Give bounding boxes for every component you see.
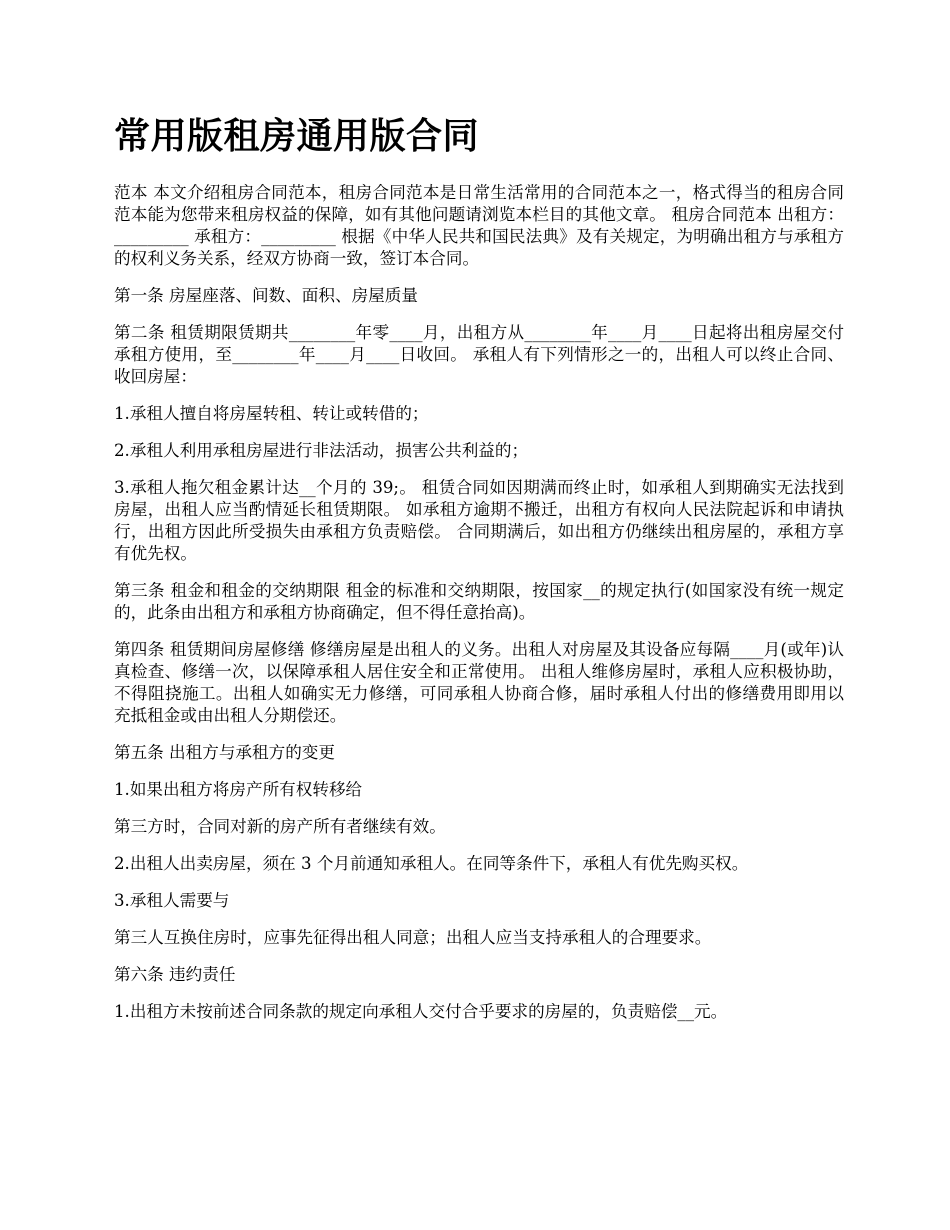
document-page: [114, 108, 844, 1038]
article-5-item-3-cont: 第三人互换住房时，应事先征得出租人同意；出租人应当支持承租人的合理要求。: [114, 928, 712, 947]
article-5-heading: 第五条 出租方与承租方的变更: [114, 743, 335, 762]
article-5-item-1-cont: 第三方时，合同对新的房产所有者继续有效。: [114, 817, 446, 836]
article-2-paragraph: 第二条 租赁期限赁期共________年零____月，出租方从________年____月____日起将出租房屋交付承租方使用，至________年____月____日收回。 承租人有下列情形之一的，出租人可以终止合同、收回房屋：: [114, 323, 844, 386]
article-1-heading: 第一条 房屋座落、间数、面积、房屋质量: [114, 286, 418, 305]
article-3-paragraph: 第三条 租金和租金的交纳期限 租金的标准和交纳期限，按国家__的规定执行(如国家没有统一规定的，此条由出租方和承租方协商确定，但不得任意抬高)。: [114, 581, 844, 622]
article-4-paragraph: 第四条 租赁期间房屋修缮 修缮房屋是出租人的义务。出租人对房屋及其设备应每隔____月(或年)认真检查、修缮一次，以保障承租人居住安全和正常使用。 出租人维修房屋时，承租人应积极协助，不得阻挠施工。出租人如确实无力修缮，可同承租人协商合修，届时承租人付出的修缮费用即用以充抵租金或由出租人分期偿还。: [114, 640, 844, 725]
termination-item-1: 1.承租人擅自将房屋转租、转让或转借的；: [114, 404, 429, 423]
article-5-item-1: 1.如果出租方将房产所有权转移给: [114, 780, 363, 799]
document-title: 常用版租房通用版合同: [114, 116, 480, 157]
termination-item-2: 2.承租人利用承租房屋进行非法活动，损害公共利益的；: [114, 441, 529, 460]
article-6-item-1: 1.出租方未按前述合同条款的规定向承租人交付合乎要求的房屋的，负责赔偿__元。: [114, 1002, 728, 1021]
article-5-item-2: 2.出租人出卖房屋，须在 3 个月前通知承租人。在同等条件下，承租人有优先购买权。: [114, 854, 749, 873]
intro-paragraph: 范本 本文介绍租房合同范本，租房合同范本是日常生活常用的合同范本之一，格式得当的租房合同范本能为您带来租房权益的保障，如有其他问题请浏览本栏目的其他文章。 租房合同范本 出租方：_________ 承租方：_________ 根据《中华人民共和国民法典》及有关规定，为明确出租方与承租方的权利义务关系，经双方协商一致，签订本合同。: [114, 183, 844, 268]
article-5-item-3: 3.承租人需要与: [114, 891, 230, 910]
article-6-heading: 第六条 违约责任: [114, 965, 236, 984]
termination-item-3: 3.承租人拖欠租金累计达__个月的 39;。 租赁合同如因期满而终止时，如承租人到期确实无法找到房屋，出租人应当酌情延长租赁期限。 如承租方逾期不搬迁，出租方有权向人民法院起诉和申请执行，出租方因此所受损失由承租方负责赔偿。 合同期满后，如出租方仍继续出租房屋的，承租方享有优先权。: [114, 478, 844, 563]
